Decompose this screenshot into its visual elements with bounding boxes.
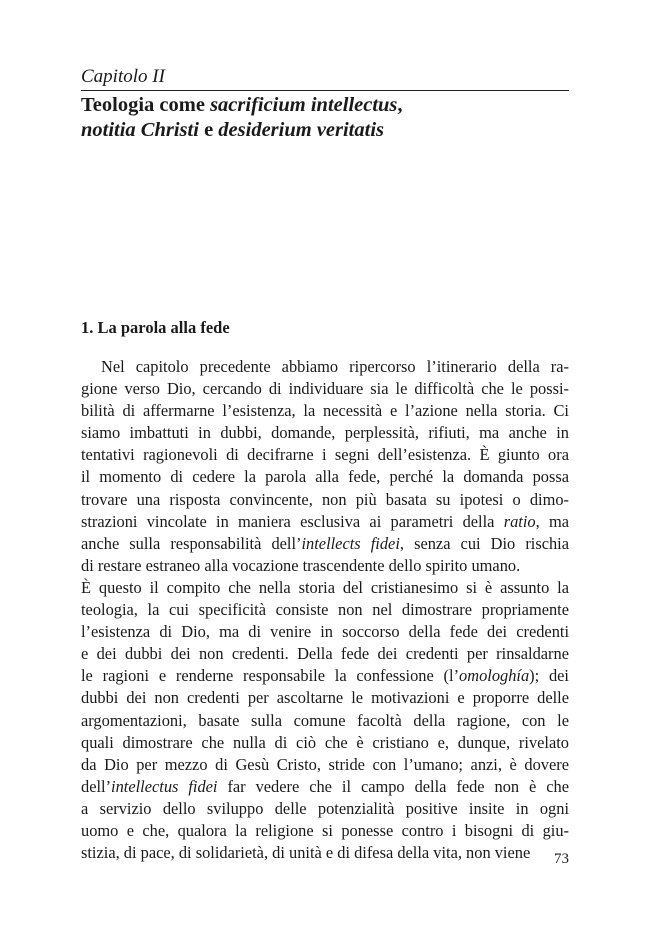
- chapter-rule: [81, 90, 569, 91]
- body-text: [81, 356, 569, 864]
- text-run: , ma: [535, 511, 569, 531]
- text-run: dubbi dei non credenti per ascoltarne le motivazioni e proporre delle: [81, 688, 569, 708]
- text-run: teologia, la cui specificità consiste non nel dimostrare propriamente: [81, 600, 569, 620]
- text-run: trovare una risposta convincente, non più basata su ipotesi o dimo-: [81, 489, 569, 509]
- body-line: [81, 378, 569, 400]
- body-line: [81, 489, 569, 511]
- chapter-title: [81, 93, 569, 143]
- italic-term: ratio: [503, 511, 536, 531]
- body-line: [81, 798, 569, 820]
- italic-term: intellects fidei: [301, 533, 400, 553]
- text-run: quali dimostrare che nulla di ciò che è cristiano e, dunque, rivelato: [81, 732, 569, 752]
- text-run: siamo imbattuti in dubbi, domande, perplessità, rifiuti, ma anche in: [81, 423, 569, 443]
- chapter-label: Capitolo II: [81, 66, 165, 87]
- text-run: tentativi ragionevoli di decifrarne i segni dell’esistenza. È giunto ora: [81, 445, 569, 465]
- text-run: È questo il compito che nella storia del cristianesimo si è assunto la: [81, 577, 569, 597]
- text-run: le ragioni e renderne responsabile la confessione (l’: [81, 666, 460, 686]
- text-run: Teologia come: [81, 94, 211, 116]
- body-line: [81, 665, 569, 687]
- body-line: [81, 466, 569, 488]
- body-line: [81, 577, 569, 599]
- body-line: [81, 444, 569, 466]
- italic-term: sacrificium intellectus: [210, 94, 398, 116]
- text-run: dell’: [81, 776, 112, 796]
- body-line: [81, 400, 569, 422]
- italic-term: omologhía: [459, 666, 530, 686]
- text-run: stizia, di pace, di solidarietà, di unità e di difesa della vita, non viene: [81, 843, 531, 863]
- text-run: Nel capitolo precedente abbiamo ripercorso l’itinerario della ra-: [101, 357, 569, 376]
- body-line: [81, 555, 569, 577]
- body-line: [81, 599, 569, 621]
- body-line: [81, 754, 569, 776]
- text-run: bilità di affermarne l’esistenza, la necessità e l’azione nella storia. Ci: [81, 401, 569, 421]
- text-run: far vedere che il campo della fede non è che: [217, 776, 570, 796]
- text-run: e dei dubbi dei non credenti. Della fede dei credenti per rinsaldarne: [81, 644, 569, 664]
- text-run: gione verso Dio, cercando di individuare sia le difficoltà che le possi-: [81, 379, 569, 399]
- body-line: [81, 732, 569, 754]
- text-run: ); dei: [529, 666, 569, 686]
- chapter-title-line: [81, 118, 569, 143]
- body-line: [81, 820, 569, 842]
- body-line: [81, 422, 569, 444]
- italic-term: intellectus fidei: [111, 776, 218, 796]
- text-run: da Dio per mezzo di Gesù Cristo, stride con l’umano; anzi, è dovere: [81, 754, 569, 774]
- text-run: e: [198, 119, 219, 141]
- body-line: [81, 842, 569, 864]
- body-line: [81, 621, 569, 643]
- page-number: 73: [554, 851, 569, 867]
- body-line: [81, 687, 569, 709]
- italic-term: desiderium veritatis: [218, 119, 384, 141]
- body-line: [81, 643, 569, 665]
- italic-term: notitia Christi: [81, 119, 199, 141]
- body-line: [81, 776, 569, 798]
- book-page: [81, 0, 569, 928]
- text-run: , senza cui Dio rischia: [399, 533, 570, 553]
- body-line: [81, 710, 569, 732]
- text-run: a servizio dello sviluppo delle potenzialità positive insite in ogni: [81, 798, 569, 818]
- text-run: di restare estraneo alla vocazione trascendente dello spirito umano.: [81, 555, 521, 575]
- body-line: [81, 356, 569, 378]
- text-run: strazioni vincolate in maniera esclusiva ai parametri della: [81, 511, 504, 531]
- body-line: [81, 533, 569, 555]
- text-run: argomentazioni, basate sulla comune facoltà della ragione, con le: [81, 710, 569, 730]
- chapter-title-line: [81, 93, 569, 118]
- text-run: ,: [397, 94, 403, 116]
- text-run: uomo e che, qualora la religione si ponesse contro i bisogni di giu-: [81, 820, 569, 840]
- text-run: il momento di cedere la parola alla fede, perché la domanda possa: [81, 467, 569, 487]
- body-line: [81, 511, 569, 533]
- text-run: l’esistenza di Dio, ma di venire in soccorso della fede dei credenti: [81, 622, 569, 642]
- text-run: anche sulla responsabilità dell’: [81, 533, 302, 553]
- section-heading: 1. La parola alla fede: [81, 318, 230, 337]
